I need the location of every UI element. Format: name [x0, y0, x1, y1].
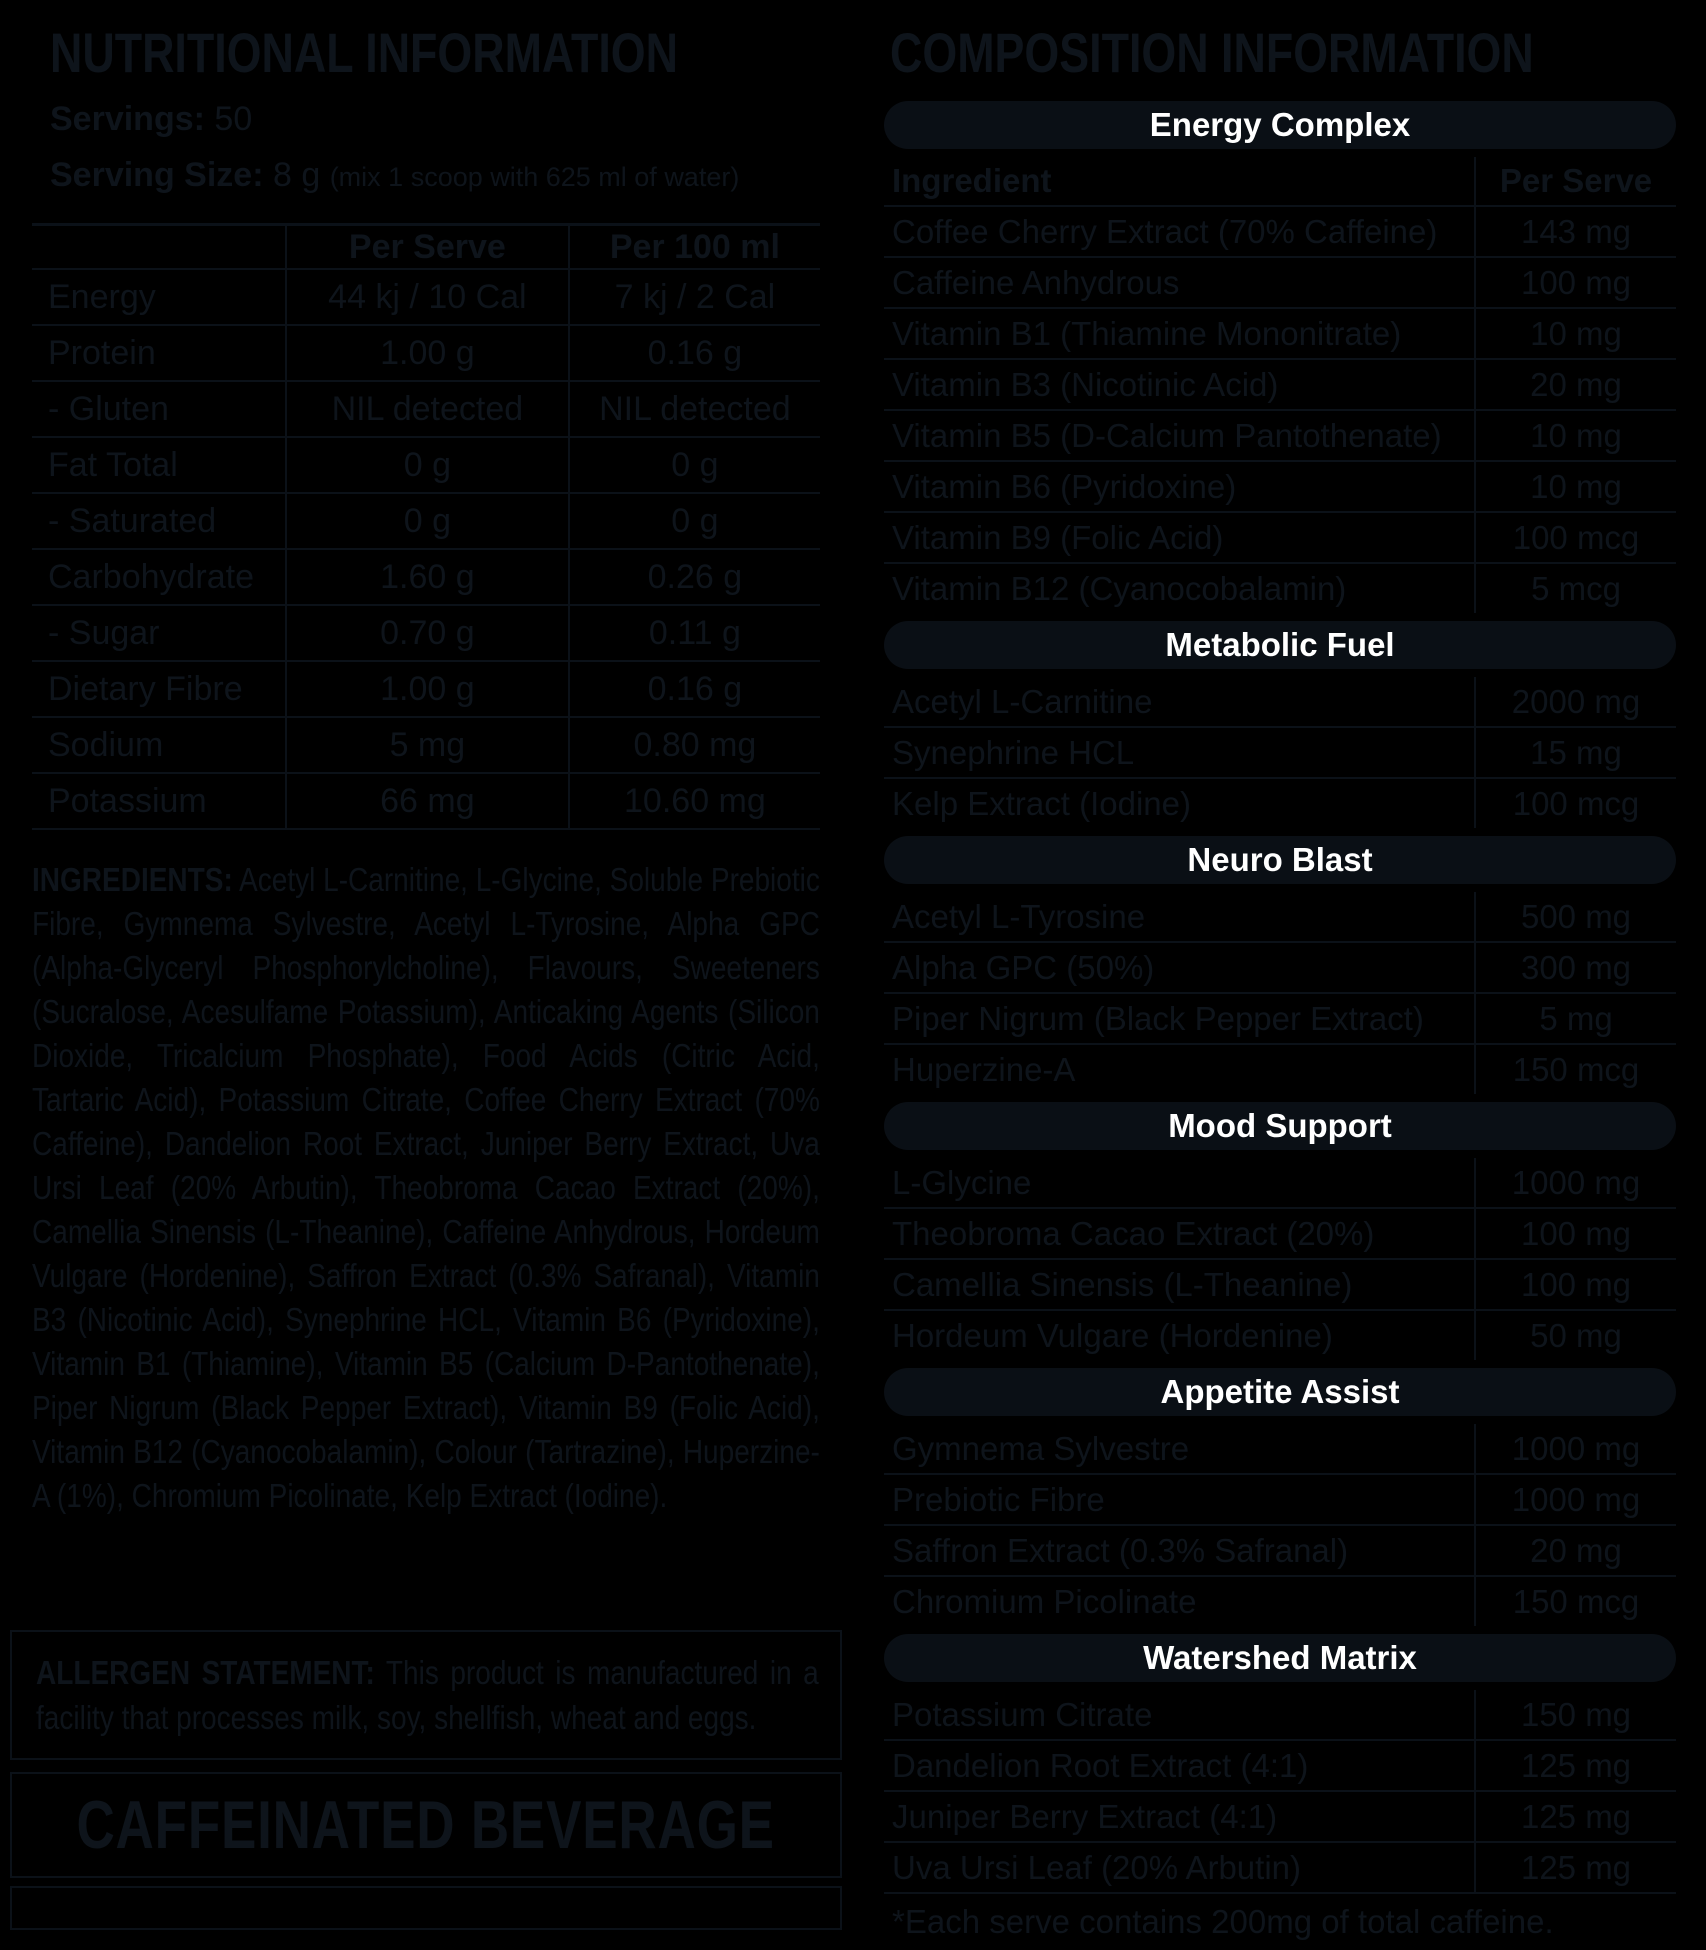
nutrient-per-100ml: 0.16 g: [568, 662, 820, 716]
nutrient-per-100ml: 0.16 g: [568, 326, 820, 380]
allergen-text: This product is manufactured in a facility that processes milk, soy, shellfish, wheat and eggs.: [36, 1653, 819, 1736]
header-ingredient: Ingredient: [892, 161, 1052, 199]
ingredient-name: Vitamin B1 (Thiamine Mononitrate): [892, 314, 1402, 352]
ingredient-name: Coffee Cherry Extract (70% Caffeine): [892, 212, 1438, 250]
composition-row: [884, 1475, 1676, 1526]
ingredient-name: Theobroma Cacao Extract (20%): [892, 1214, 1375, 1252]
nutrition-table: [32, 223, 820, 830]
partial-bottom-box: [10, 1886, 842, 1930]
nutrition-row: [32, 774, 820, 830]
composition-row: [884, 258, 1676, 309]
nutrition-row: [32, 494, 820, 550]
nutrient-per-100ml: 0 g: [568, 438, 820, 492]
ingredient-name: L-Glycine: [892, 1163, 1032, 1201]
nutrition-table-header: [32, 226, 820, 270]
nutrient-per-serve: 44 kj / 10 Cal: [285, 270, 568, 324]
serving-size-label: Serving Size:: [50, 155, 264, 194]
composition-row: [884, 309, 1676, 360]
composition-row: [884, 462, 1676, 513]
nutrient-per-serve: 0 g: [285, 438, 568, 492]
composition-row: [884, 1577, 1676, 1626]
nutrient-per-serve: 66 mg: [285, 774, 568, 828]
section-header-pill: Energy Complex: [884, 101, 1676, 149]
ingredient-amount: 1000 mg: [1474, 1424, 1676, 1473]
ingredient-amount: 500 mg: [1474, 892, 1676, 941]
composition-row: [884, 564, 1676, 613]
nutrient-per-100ml: 0 g: [568, 494, 820, 548]
nutrient-label: Carbohydrate: [48, 557, 255, 596]
nutrient-label: - Gluten: [48, 389, 169, 428]
composition-table-header: [884, 157, 1676, 207]
nutrient-label: Energy: [48, 277, 156, 316]
ingredient-name: Kelp Extract (Iodine): [892, 784, 1191, 822]
composition-row: [884, 1741, 1676, 1792]
nutrient-per-serve: 1.00 g: [285, 326, 568, 380]
nutrient-per-serve: 0.70 g: [285, 606, 568, 660]
ingredient-amount: 50 mg: [1474, 1311, 1676, 1360]
ingredient-name: Gymnema Sylvestre: [892, 1429, 1190, 1467]
ingredient-name: Acetyl L-Tyrosine: [892, 897, 1146, 935]
nutrient-label: Potassium: [48, 781, 207, 820]
composition-row: [884, 994, 1676, 1045]
ingredient-amount: 10 mg: [1474, 462, 1676, 511]
ingredient-amount: 1000 mg: [1474, 1158, 1676, 1207]
composition-row: [884, 677, 1676, 728]
ingredient-name: Vitamin B5 (D-Calcium Pantothenate): [892, 416, 1442, 454]
nutrition-row: [32, 438, 820, 494]
nutrient-per-100ml: 0.26 g: [568, 550, 820, 604]
nutrition-row: [32, 718, 820, 774]
ingredient-name: Vitamin B6 (Pyridoxine): [892, 467, 1237, 505]
ingredient-name: Vitamin B12 (Cyanocobalamin): [892, 569, 1347, 607]
composition-panel: [884, 0, 1676, 1940]
nutrient-per-serve: 5 mg: [285, 718, 568, 772]
ingredient-amount: 100 mcg: [1474, 513, 1676, 562]
nutrition-table-body: [32, 270, 820, 830]
caffeine-footnote: *Each serve contains 200mg of total caffeine.: [884, 1892, 1676, 1950]
composition-row: [884, 779, 1676, 828]
composition-row: [884, 1045, 1676, 1094]
composition-row: [884, 411, 1676, 462]
serving-size-value: 8 g: [272, 155, 321, 194]
nutrient-per-100ml: 7 kj / 2 Cal: [568, 270, 820, 324]
ingredient-amount: 100 mg: [1474, 1260, 1676, 1309]
ingredient-amount: 125 mg: [1474, 1792, 1676, 1841]
nutrition-row: [32, 606, 820, 662]
section-header-pill: Mood Support: [884, 1102, 1676, 1150]
ingredient-name: Acetyl L-Carnitine: [892, 682, 1153, 720]
nutrition-row: [32, 326, 820, 382]
composition-row: [884, 1690, 1676, 1741]
ingredient-name: Camellia Sinensis (L-Theanine): [892, 1265, 1353, 1303]
ingredient-name: Potassium Citrate: [892, 1695, 1153, 1733]
caffeinated-beverage-text: CAFFEINATED BEVERAGE: [76, 1786, 776, 1863]
ingredient-amount: 10 mg: [1474, 309, 1676, 358]
nutrient-label: Protein: [48, 333, 156, 372]
nutrition-panel: [6, 0, 846, 1892]
ingredients-section: [32, 858, 820, 1616]
ingredient-amount: 125 mg: [1474, 1741, 1676, 1790]
ingredient-name: Uva Ursi Leaf (20% Arbutin): [892, 1848, 1302, 1886]
nutrition-row: [32, 270, 820, 326]
composition-row: [884, 1526, 1676, 1577]
nutrient-label: Sodium: [48, 725, 164, 764]
ingredient-amount: 5 mcg: [1474, 564, 1676, 613]
composition-row: [884, 1311, 1676, 1360]
ingredient-amount: 125 mg: [1474, 1843, 1676, 1892]
ingredient-amount: 143 mg: [1474, 207, 1676, 256]
ingredient-amount: 300 mg: [1474, 943, 1676, 992]
ingredient-amount: 150 mg: [1474, 1690, 1676, 1739]
section-header-pill: Metabolic Fuel: [884, 621, 1676, 669]
composition-row: [884, 1424, 1676, 1475]
serving-size-note: (mix 1 scoop with 625 ml of water): [329, 161, 740, 192]
servings-value: 50: [214, 99, 253, 138]
composition-row: [884, 513, 1676, 564]
ingredient-name: Alpha GPC (50%): [892, 948, 1155, 986]
ingredient-name: Huperzine-A: [892, 1050, 1076, 1088]
ingredient-name: Chromium Picolinate: [892, 1582, 1197, 1620]
section-header-pill: Neuro Blast: [884, 836, 1676, 884]
composition-title: COMPOSITION INFORMATION: [890, 21, 1534, 84]
section-header-pill: Watershed Matrix: [884, 1634, 1676, 1682]
header-spacer: [32, 226, 285, 268]
ingredient-name: Saffron Extract (0.3% Safranal): [892, 1531, 1349, 1569]
composition-row: [884, 943, 1676, 994]
section-header-pill: Appetite Assist: [884, 1368, 1676, 1416]
nutrient-per-serve: 0 g: [285, 494, 568, 548]
allergen-box: [10, 1630, 842, 1760]
ingredient-amount: 100 mg: [1474, 1209, 1676, 1258]
composition-row: [884, 1158, 1676, 1209]
ingredient-name: Piper Nigrum (Black Pepper Extract): [892, 999, 1424, 1037]
composition-row: [884, 360, 1676, 411]
nutrient-per-100ml: 0.80 mg: [568, 718, 820, 772]
nutrition-row: [32, 382, 820, 438]
ingredient-name: Dandelion Root Extract (4:1): [892, 1746, 1309, 1784]
nutrient-per-100ml: NIL detected: [568, 382, 820, 436]
nutrient-per-serve: NIL detected: [285, 382, 568, 436]
ingredient-name: Caffeine Anhydrous: [892, 263, 1180, 301]
composition-row: [884, 1209, 1676, 1260]
composition-row: [884, 892, 1676, 943]
composition-row: [884, 207, 1676, 258]
ingredients-paragraph: [32, 858, 820, 1518]
ingredient-amount: 20 mg: [1474, 1526, 1676, 1575]
ingredient-name: Juniper Berry Extract (4:1): [892, 1797, 1278, 1835]
servings-line: [50, 99, 820, 139]
ingredient-name: Vitamin B3 (Nicotinic Acid): [892, 365, 1279, 403]
nutrient-per-100ml: 0.11 g: [568, 606, 820, 660]
nutrient-per-100ml: 10.60 mg: [568, 774, 820, 828]
nutrient-per-serve: 1.60 g: [285, 550, 568, 604]
ingredient-amount: 20 mg: [1474, 360, 1676, 409]
composition-table: [884, 101, 1676, 1892]
nutrient-per-serve: 1.00 g: [285, 662, 568, 716]
ingredient-amount: 100 mcg: [1474, 779, 1676, 828]
header-per-100ml: Per 100 ml: [568, 226, 820, 268]
ingredient-amount: 2000 mg: [1474, 677, 1676, 726]
nutrient-label: Fat Total: [48, 445, 178, 484]
ingredient-amount: 10 mg: [1474, 411, 1676, 460]
ingredient-name: Synephrine HCL: [892, 733, 1135, 771]
serving-size-line: [50, 155, 820, 197]
ingredients-label: INGREDIENTS:: [32, 860, 233, 898]
ingredient-amount: 100 mg: [1474, 258, 1676, 307]
header-per-serve: Per Serve: [1474, 157, 1676, 205]
ingredient-amount: 5 mg: [1474, 994, 1676, 1043]
nutrition-title: NUTRITIONAL INFORMATION: [50, 21, 678, 84]
header-per-serve: Per Serve: [285, 226, 568, 268]
ingredient-name: Vitamin B9 (Folic Acid): [892, 518, 1224, 556]
caffeinated-beverage-box: [10, 1772, 842, 1878]
ingredient-amount: 15 mg: [1474, 728, 1676, 777]
nutrient-label: Dietary Fibre: [48, 669, 243, 708]
nutrient-label: - Saturated: [48, 501, 217, 540]
composition-row: [884, 1792, 1676, 1843]
ingredient-amount: 150 mcg: [1474, 1045, 1676, 1094]
ingredient-amount: 1000 mg: [1474, 1475, 1676, 1524]
ingredient-amount: 150 mcg: [1474, 1577, 1676, 1626]
servings-label: Servings:: [50, 99, 205, 138]
nutrition-row: [32, 662, 820, 718]
composition-row: [884, 1843, 1676, 1892]
ingredient-name: Hordeum Vulgare (Hordenine): [892, 1316, 1333, 1354]
nutrient-label: - Sugar: [48, 613, 160, 652]
ingredients-text: Acetyl L-Carnitine, L-Glycine, Soluble Prebiotic Fibre, Gymnema Sylvestre, Acetyl L-Tyrosine, Alpha GPC (Alpha-Glyceryl Phosphorylcholine), Flavours, Sweeteners (Sucralose, Acesulfame Potassium), Anticaking Agents (Silicon Dioxide, Tricalcium Phosphate), Food Acids (Citric Acid, Tartaric Acid), Potassium Citrate, Coffee Cherry Extract (70% Caffeine), Dandelion Root Extract, Juniper Berry Extract, Uva Ursi Leaf (20% Arbutin), Theobroma Cacao Extract (20%), Camellia Sinensis (L-Theanine), Caffeine Anhydrous, Hordeum Vulgare (Hordenine), Saffron Extract (0.3% Safranal), Vitamin B3 (Nicotinic Acid), Synephrine HCL, Vitamin B6 (Pyridoxine), Vitamin B1 (Thiamine), Vitamin B5 (Calcium D-Pantothenate), Piper Nigrum (Black Pepper Extract), Vitamin B9 (Folic Acid), Vitamin B12 (Cyanocobalamin), Colour (Tartrazine), Huperzine-A (1%), Chromium Picolinate, Kelp Extract (Iodine).: [32, 860, 820, 1514]
composition-row: [884, 1260, 1676, 1311]
nutrition-row: [32, 550, 820, 606]
composition-row: [884, 728, 1676, 779]
allergen-statement: [36, 1650, 819, 1740]
ingredient-name: Prebiotic Fibre: [892, 1480, 1105, 1518]
allergen-label: ALLERGEN STATEMENT:: [36, 1653, 375, 1691]
